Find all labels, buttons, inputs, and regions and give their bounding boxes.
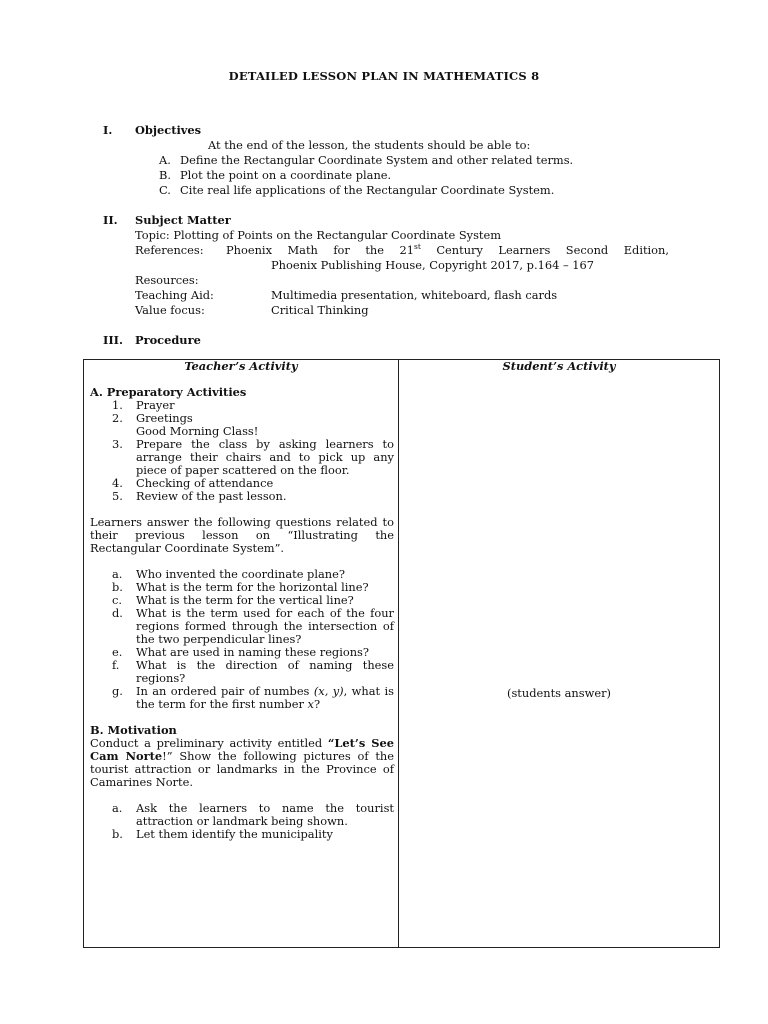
- teacher-activity-header: Teacher’s Activity: [184, 359, 298, 373]
- prep-item: 4. Checking of attendance: [112, 476, 274, 490]
- prep-item: 5. Review of the past lesson.: [112, 489, 287, 503]
- section-title-objectives: Objectives: [135, 123, 202, 137]
- section-title-subject-matter: Subject Matter: [135, 213, 231, 227]
- students-answer: (students answer): [507, 686, 611, 700]
- resources-label: Resources:: [135, 273, 199, 287]
- review-question: e. What are used in naming these regions?: [112, 645, 370, 659]
- teacher-activity-column: [90, 386, 394, 841]
- value-focus-value: Critical Thinking: [271, 303, 369, 317]
- document-title: DETAILED LESSON PLAN IN MATHEMATICS 8: [228, 69, 540, 83]
- teaching-aid-label: Teaching Aid:: [135, 288, 214, 302]
- section-number-procedure: III.: [103, 333, 123, 347]
- motivation-title: B. Motivation: [90, 723, 177, 737]
- prep-item: Good Morning Class!: [136, 424, 259, 438]
- prep-item: 3. Prepare the class by asking learners to arrange their chairs and to pick up any piece of paper scattered on the floor.: [112, 437, 394, 477]
- objectives-intro: At the end of the lesson, the students should be able to:: [208, 138, 531, 152]
- review-question: f. What is the direction of naming these regions?: [112, 658, 394, 685]
- preparatory-activities-title: A. Preparatory Activities: [90, 385, 247, 399]
- references-label: References:: [135, 243, 204, 257]
- objective-item: Define the Rectangular Coordinate System and other related terms.: [180, 153, 574, 167]
- section-number-subject-matter: II.: [103, 213, 118, 227]
- teaching-aid-value: Multimedia presentation, whiteboard, flash cards: [271, 288, 558, 302]
- objective-marker: C.: [159, 183, 171, 197]
- review-question: d. What is the term used for each of the four regions formed through the intersection of the two perpendicular lines?: [112, 606, 394, 646]
- objective-item: Cite real life applications of the Rectangular Coordinate System.: [180, 183, 555, 197]
- motivation-text: Conduct a preliminary activity entitled “Let’s See Cam Norte!” Show the following pictures of the tourist attraction or landmarks in the Province of Camarines Norte.: [90, 736, 394, 789]
- topic-line: Topic: Plotting of Points on the Rectangular Coordinate System: [135, 228, 502, 242]
- objective-marker: B.: [159, 168, 171, 182]
- references-line-1: Phoenix Math for the 21st Century Learners Second Edition,: [226, 242, 669, 257]
- student-activity-header: Student’s Activity: [502, 359, 616, 373]
- references-line-2: Phoenix Publishing House, Copyright 2017, p.164 – 167: [271, 258, 595, 272]
- column-divider: [398, 359, 399, 948]
- review-question: c. What is the term for the vertical line?: [112, 593, 354, 607]
- review-question: b. What is the term for the horizontal line?: [112, 580, 369, 594]
- review-intro: Learners answer the following questions related to their previous lesson on “Illustrating the Rectangular Coordinate System”.: [90, 515, 394, 555]
- section-title-procedure: Procedure: [135, 333, 201, 347]
- section-number-objectives: I.: [103, 123, 113, 137]
- prep-item: 2. Greetings: [112, 411, 193, 425]
- value-focus-label: Value focus:: [135, 303, 205, 317]
- motivation-item: b. Let them identify the municipality: [112, 827, 333, 841]
- review-question: a. Who invented the coordinate plane?: [112, 567, 345, 581]
- prep-item: 1. Prayer: [112, 398, 175, 412]
- review-question: g. In an ordered pair of numbes (x, y), what is the term for the first number x?: [112, 684, 394, 711]
- objective-marker: A.: [159, 153, 171, 167]
- objective-item: Plot the point on a coordinate plane.: [180, 168, 392, 182]
- motivation-item: a. Ask the learners to name the tourist attraction or landmark being shown.: [112, 801, 394, 828]
